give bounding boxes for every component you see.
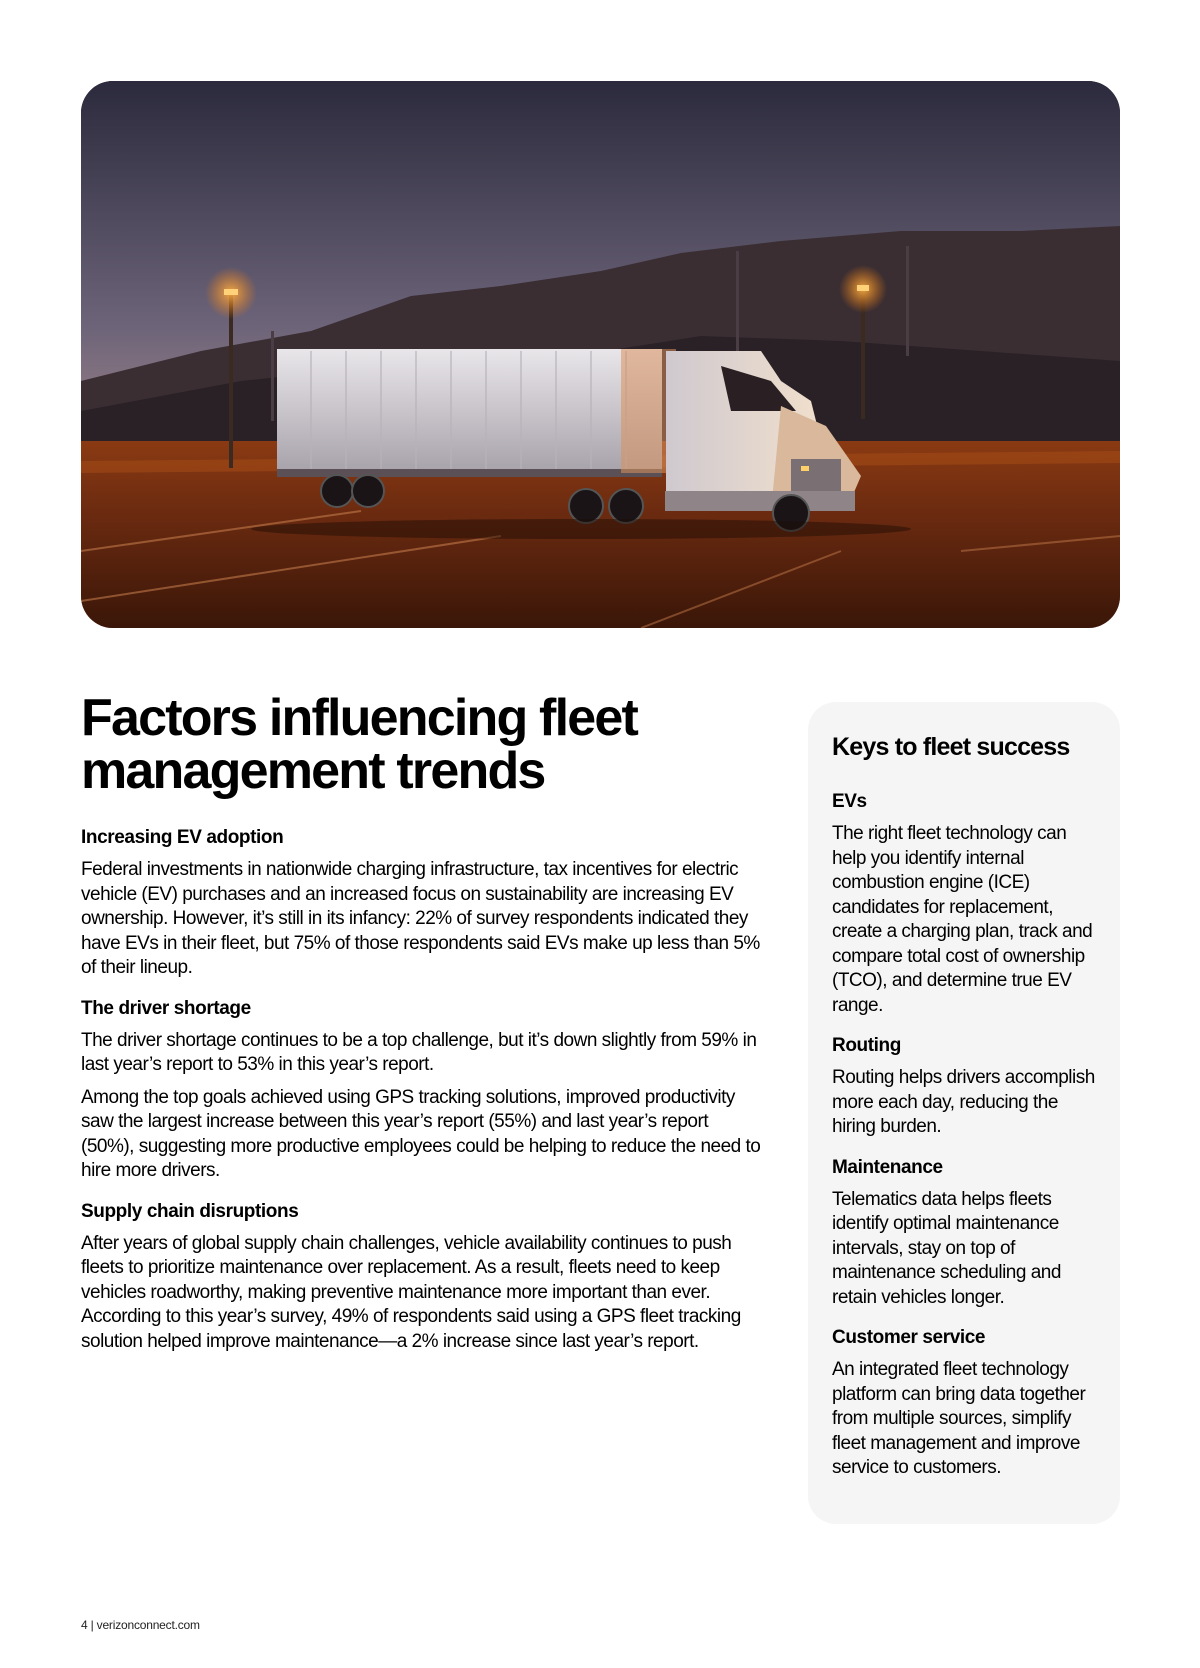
sidebar-title: Keys to fleet success [832, 733, 1070, 761]
sidebar-item-text: Telematics data helps fleets identify optimal maintenance intervals, stay on top of maintenance scheduling and retain vehicles longer. [832, 1188, 1061, 1308]
section-driver-shortage [81, 997, 761, 1184]
section-supply-chain [81, 1200, 761, 1355]
section-heading: Supply chain disruptions [81, 1200, 299, 1222]
section-paragraph: Federal investments in nationwide charging infrastructure, tax incentives for electric vehicle (EV) purchases and an increased focus on sustainability are increasing EV ownership. However, it’s still in its infancy: 22% of survey respondents indicated they have EVs in their fleet, but 75% of those respondents said EVs make up less than 5% of their lineup. [81, 859, 760, 978]
sidebar-item-heading: EVs [832, 791, 867, 812]
page-footer: 4 | verizonconnect.com [81, 1618, 200, 1632]
sidebar-item-text: The right fleet technology can help you identify internal combustion engine (ICE) candidates for replacement, create a charging plan, track and compare total cost of ownership (TCO), and determine true EV range. [832, 823, 1093, 1016]
section-paragraph: Among the top goals achieved using GPS tracking solutions, improved productivity saw the largest increase between this year’s report (55%) and last year’s report (50%), suggesting more productive employees could be helping to reduce the need to hire more drivers. [81, 1086, 761, 1181]
truck-photo-illustration [81, 81, 1120, 628]
section-ev-adoption [81, 826, 761, 981]
sidebar-item-text: Routing helps drivers accomplish more each day, reducing the hiring burden. [832, 1067, 1095, 1137]
section-paragraph: After years of global supply chain challenges, vehicle availability continues to push fleets to prioritize maintenance over replacement. As a result, fleets need to keep vehicles roadworthy, making preventive maintenance more important than ever. According to this year’s survey, 49% of respondents said using a GPS fleet tracking solution helped improve maintenance—a 2% increase since last year’s report. [81, 1232, 741, 1352]
section-paragraph: The driver shortage continues to be a top challenge, but it’s down slightly from 59% in last year’s report to 53% in this year’s report. [81, 1029, 757, 1075]
sidebar-item-text: An integrated fleet technology platform can bring data together from multiple sources, simplify fleet management and improve service to customers. [832, 1359, 1086, 1478]
main-article [81, 689, 761, 1370]
hero-photo-truck-at-dusk [81, 81, 1120, 628]
sidebar-item-heading: Routing [832, 1035, 901, 1056]
sidebar-item-heading: Customer service [832, 1327, 986, 1348]
section-heading: The driver shortage [81, 997, 251, 1019]
keys-to-success-sidebar [808, 702, 1120, 1524]
page-title: Factors influencing fleet management trends [81, 689, 637, 800]
sidebar-item-heading: Maintenance [832, 1156, 943, 1178]
section-heading: Increasing EV adoption [81, 827, 284, 848]
